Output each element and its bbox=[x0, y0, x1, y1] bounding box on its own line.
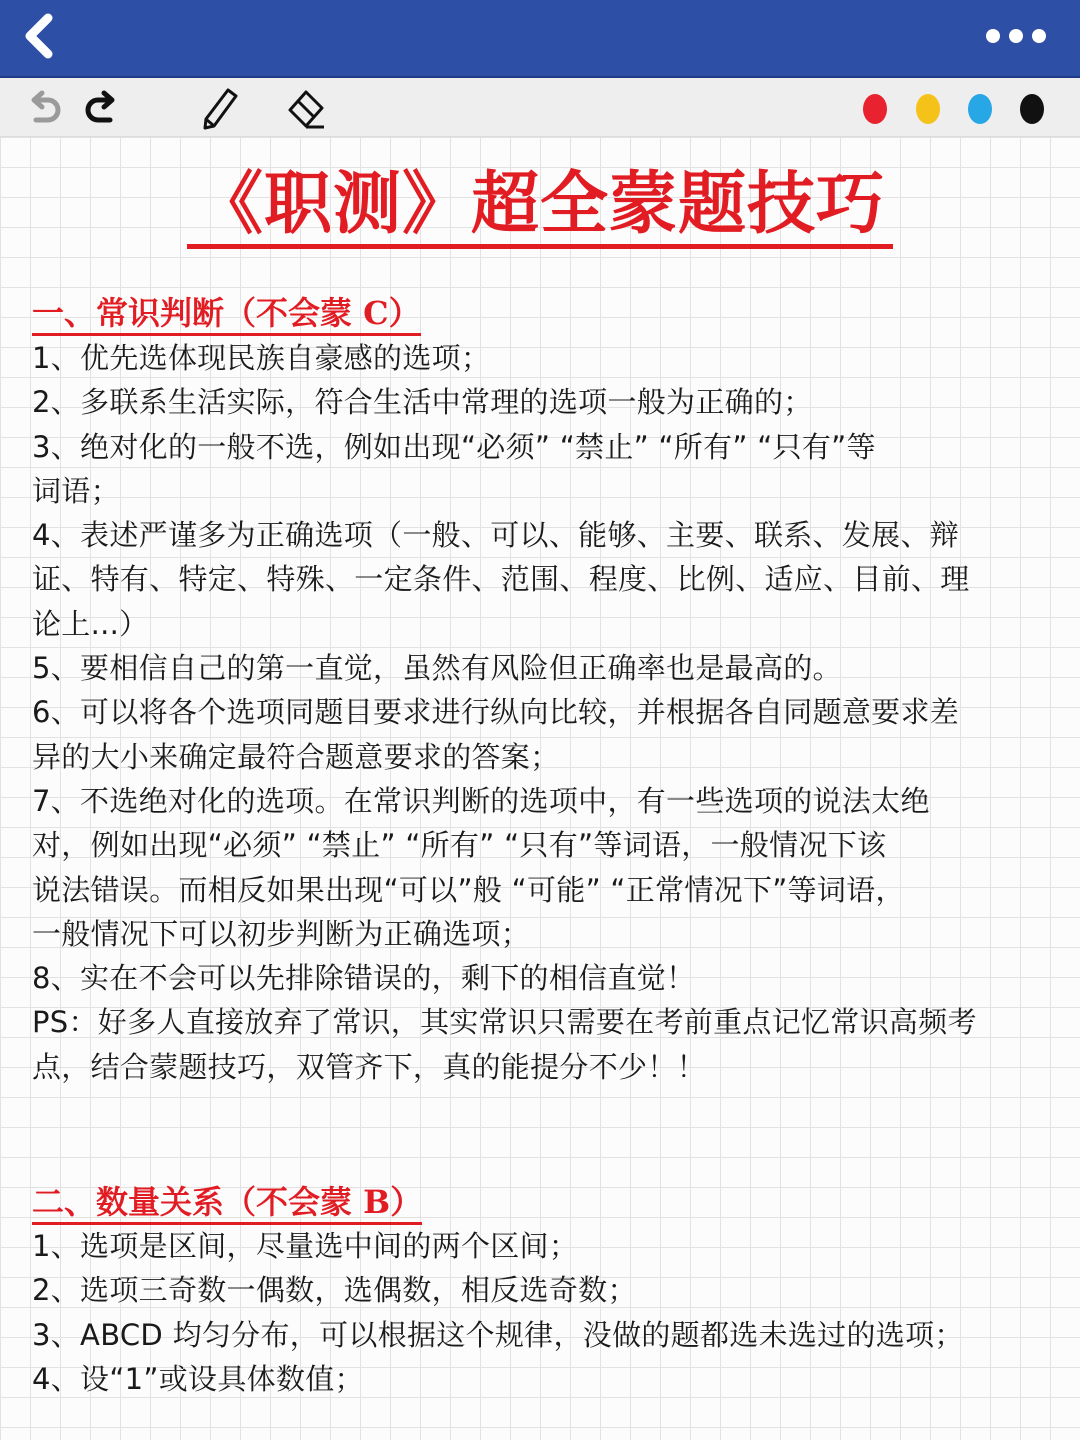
section-heading: 二、数量关系（不会蒙 B） bbox=[32, 1182, 422, 1222]
pencil-icon bbox=[198, 86, 242, 130]
text-line: 7、不选绝对化的选项。在常识判断的选项中，有一些选项的说法太绝 bbox=[32, 783, 930, 818]
text-line: 1、优先选体现民族自豪感的选项； bbox=[32, 341, 491, 375]
text-line: 论上...） bbox=[32, 606, 149, 641]
more-dot-icon bbox=[1032, 29, 1046, 43]
back-button[interactable] bbox=[14, 10, 64, 62]
eraser-icon bbox=[284, 86, 328, 130]
page-title: 《职测》超全蒙题技巧 bbox=[0, 162, 1080, 246]
more-options-button[interactable] bbox=[986, 22, 1056, 50]
section-heading: 一、常识判断（不会蒙 C） bbox=[32, 293, 421, 333]
color-blue-button[interactable] bbox=[968, 94, 992, 124]
text-line: 说法错误。而相反如果出现“可以”般 “可能” “正常情况下”等词语， bbox=[32, 872, 905, 907]
color-black-button[interactable] bbox=[1020, 94, 1044, 124]
text-line: 8、实在不会可以先排除错误的，剩下的相信直觉！ bbox=[32, 961, 696, 996]
text-line: 词语； bbox=[32, 473, 120, 508]
text-line: 5、要相信自己的第一直觉，虽然有风险但正确率也是最高的。 bbox=[32, 651, 842, 686]
more-dot-icon bbox=[1009, 29, 1023, 43]
text-line: 点，结合蒙题技巧，双管齐下，真的能提分不少！！ bbox=[32, 1049, 706, 1084]
redo-icon bbox=[80, 86, 124, 130]
text-line: 1、选项是区间，尽量选中间的两个区间； bbox=[32, 1229, 579, 1263]
pencil-tool-button[interactable] bbox=[198, 86, 242, 130]
text-line: 一般情况下可以初步判断为正确选项； bbox=[32, 916, 531, 951]
text-line: 4、设“1”或设具体数值； bbox=[32, 1361, 364, 1396]
section-body bbox=[32, 1224, 1052, 1401]
text-line: 6、可以将各个选项同题目要求进行纵向比较，并根据各自同题意要求差 bbox=[32, 695, 960, 730]
section-body bbox=[32, 336, 1052, 1089]
text-line: 2、选项三奇数一偶数，选偶数，相反选奇数； bbox=[32, 1273, 637, 1308]
undo-button[interactable] bbox=[22, 86, 66, 130]
more-dot-icon bbox=[986, 29, 1000, 43]
chevron-left-icon bbox=[14, 10, 64, 62]
undo-icon bbox=[22, 86, 66, 130]
top-app-bar bbox=[0, 0, 1080, 78]
text-line: 4、表述严谨多为正确选项（一般、可以、能够、主要、联系、发展、辩 bbox=[32, 518, 960, 553]
redo-button[interactable] bbox=[80, 86, 124, 130]
text-line: 3、绝对化的一般不选，例如出现“必须” “禁止” “所有” “只有”等 bbox=[32, 429, 876, 464]
text-line: 对，例如出现“必须” “禁止” “所有” “只有”等词语，一般情况下该 bbox=[32, 828, 887, 863]
color-red-button[interactable] bbox=[863, 94, 887, 124]
text-line: 3、ABCD 均匀分布，可以根据这个规律，没做的题都选未选过的选项； bbox=[32, 1317, 964, 1352]
text-line: 证、特有、特定、特殊、一定条件、范围、程度、比例、适应、目前、理 bbox=[32, 562, 970, 597]
eraser-tool-button[interactable] bbox=[284, 86, 328, 130]
text-line: 异的大小来确定最符合题意要求的答案； bbox=[32, 739, 560, 774]
text-line: 2、多联系生活实际，符合生活中常理的选项一般为正确的； bbox=[32, 385, 813, 420]
text-line: PS：好多人直接放弃了常识，其实常识只需要在考前重点记忆常识高频考 bbox=[32, 1005, 977, 1040]
color-yellow-button[interactable] bbox=[916, 94, 940, 124]
